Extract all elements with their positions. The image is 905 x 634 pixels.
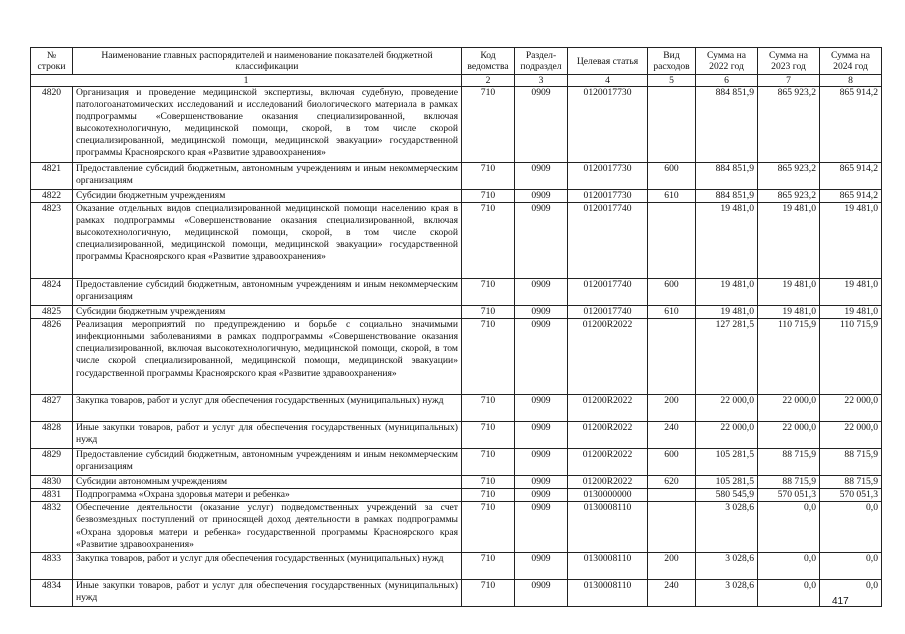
- row-dept-code: 710: [462, 87, 515, 163]
- row-section: 0909: [515, 203, 568, 279]
- row-dept-code: 710: [462, 476, 515, 489]
- row-sum-2024: 570 051,3: [820, 489, 882, 502]
- row-sum-2023: 0,0: [758, 580, 820, 607]
- row-expense-type: [648, 502, 696, 553]
- row-target: 01200R2022: [568, 319, 648, 395]
- row-number: 4822: [31, 190, 73, 203]
- row-expense-type: [648, 489, 696, 502]
- header-sum-2023: Сумма на 2023 год: [758, 48, 820, 75]
- row-target: 0130000000: [568, 489, 648, 502]
- row-section: 0909: [515, 553, 568, 580]
- row-target: 01200R2022: [568, 476, 648, 489]
- row-sum-2023: 110 715,9: [758, 319, 820, 395]
- row-sum-2022: 22 000,0: [696, 395, 758, 422]
- row-name: Реализация мероприятий по предупреждению и борьбе с социально значимыми инфекционными заболеваниями в рамках подпрограммы «Совершенствование оказания специализированной, включая высокотехнологичную, медицинской помощи, скорой, в том числе скорой специализированной, медицинской помощи, медицинской эвакуации» государственной программы Красноярского края «Развитие здравоохранения»: [73, 319, 462, 395]
- header-section: Раздел- подраздел: [515, 48, 568, 75]
- row-dept-code: 710: [462, 306, 515, 319]
- row-name: Иные закупки товаров, работ и услуг для обеспечения государственных (муниципальных) нужд: [73, 422, 462, 449]
- row-expense-type: 240: [648, 422, 696, 449]
- row-target: 0120017740: [568, 279, 648, 306]
- row-sum-2023: 88 715,9: [758, 449, 820, 476]
- row-name: Подпрограмма «Охрана здоровья матери и ребенка»: [73, 489, 462, 502]
- row-sum-2023: 19 481,0: [758, 279, 820, 306]
- column-number-7: 7: [758, 75, 820, 87]
- row-section: 0909: [515, 476, 568, 489]
- row-section: 0909: [515, 502, 568, 553]
- row-name: Закупка товаров, работ и услуг для обеспечения государственных (муниципальных) нужд: [73, 395, 462, 422]
- row-sum-2024: 88 715,9: [820, 449, 882, 476]
- row-sum-2023: 19 481,0: [758, 306, 820, 319]
- row-name: Оказание отдельных видов специализированной медицинской помощи населению края в рамках подпрограммы «Совершенствование оказания специализированной, включая высокотехнологичную, медицинской помощи, скорой, в том числе скорой специализированной, медицинской помощи, медицинской эвакуации» государственной программы Красноярского края «Развитие здравоохранения»: [73, 203, 462, 279]
- row-sum-2022: 105 281,5: [696, 476, 758, 489]
- row-number: 4820: [31, 87, 73, 163]
- row-number: 4824: [31, 279, 73, 306]
- row-sum-2022: 884 851,9: [696, 190, 758, 203]
- row-sum-2024: 110 715,9: [820, 319, 882, 395]
- row-expense-type: 610: [648, 190, 696, 203]
- row-number: 4828: [31, 422, 73, 449]
- header-expense-type: Вид расходов: [648, 48, 696, 75]
- row-sum-2024: 88 715,9: [820, 476, 882, 489]
- row-dept-code: 710: [462, 489, 515, 502]
- header-sum-2024: Сумма на 2024 год: [820, 48, 882, 75]
- row-sum-2022: 22 000,0: [696, 422, 758, 449]
- row-sum-2022: 19 481,0: [696, 279, 758, 306]
- row-dept-code: 710: [462, 395, 515, 422]
- table-row: [31, 163, 882, 190]
- row-sum-2022: 19 481,0: [696, 306, 758, 319]
- row-expense-type: 620: [648, 476, 696, 489]
- row-name: Предоставление субсидий бюджетным, автономным учреждениям и иным некоммерческим организациям: [73, 163, 462, 190]
- row-name: Иные закупки товаров, работ и услуг для обеспечения государственных (муниципальных) нужд: [73, 580, 462, 607]
- row-sum-2023: 865 923,2: [758, 87, 820, 163]
- table-row: [31, 502, 882, 553]
- header-name: Наименование главных распорядителей и наименование показателей бюджетной классификации: [73, 48, 462, 75]
- row-name: Обеспечение деятельности (оказание услуг) подведомственных учреждений за счет безвозмездных поступлений от приносящей доход деятельности в рамках подпрограммы «Охрана здоровья матери и ребенка» государственной программы Красноярского края «Развитие здравоохранения»: [73, 502, 462, 553]
- row-sum-2022: 3 028,6: [696, 502, 758, 553]
- row-sum-2022: 884 851,9: [696, 87, 758, 163]
- row-dept-code: 710: [462, 422, 515, 449]
- row-sum-2024: 865 914,2: [820, 87, 882, 163]
- row-number: 4833: [31, 553, 73, 580]
- header-target: Целевая статья: [568, 48, 648, 75]
- table-row: [31, 319, 882, 395]
- row-target: 0120017730: [568, 87, 648, 163]
- row-section: 0909: [515, 87, 568, 163]
- row-sum-2024: 19 481,0: [820, 306, 882, 319]
- column-number-2: 2: [462, 75, 515, 87]
- row-target: 0120017730: [568, 190, 648, 203]
- row-sum-2024: 22 000,0: [820, 422, 882, 449]
- column-number-4: 4: [568, 75, 648, 87]
- row-dept-code: 710: [462, 279, 515, 306]
- row-section: 0909: [515, 306, 568, 319]
- row-sum-2023: 22 000,0: [758, 395, 820, 422]
- row-target: 01200R2022: [568, 449, 648, 476]
- table-row: [31, 279, 882, 306]
- table-row: [31, 203, 882, 279]
- row-dept-code: 710: [462, 203, 515, 279]
- row-expense-type: 600: [648, 279, 696, 306]
- row-sum-2022: 3 028,6: [696, 553, 758, 580]
- row-name: Субсидии бюджетным учреждениям: [73, 306, 462, 319]
- column-number-1: 1: [31, 75, 462, 87]
- row-dept-code: 710: [462, 449, 515, 476]
- row-name: Предоставление субсидий бюджетным, автономным учреждениям и иным некоммерческим организациям: [73, 279, 462, 306]
- row-sum-2022: 105 281,5: [696, 449, 758, 476]
- table-row: [31, 395, 882, 422]
- budget-table: [30, 47, 882, 607]
- row-sum-2023: 865 923,2: [758, 190, 820, 203]
- row-dept-code: 710: [462, 580, 515, 607]
- page-number: 417: [832, 596, 849, 607]
- row-expense-type: 200: [648, 553, 696, 580]
- row-sum-2022: 884 851,9: [696, 163, 758, 190]
- row-section: 0909: [515, 190, 568, 203]
- row-expense-type: [648, 87, 696, 163]
- header-dept-code: Код ведомства: [462, 48, 515, 75]
- row-section: 0909: [515, 163, 568, 190]
- table-row: [31, 553, 882, 580]
- row-target: 0130008110: [568, 553, 648, 580]
- row-dept-code: 710: [462, 553, 515, 580]
- row-sum-2023: 865 923,2: [758, 163, 820, 190]
- row-dept-code: 710: [462, 190, 515, 203]
- row-sum-2023: 0,0: [758, 553, 820, 580]
- header-row-number: № строки: [31, 48, 73, 75]
- row-sum-2023: 22 000,0: [758, 422, 820, 449]
- row-dept-code: 710: [462, 319, 515, 395]
- row-sum-2024: 865 914,2: [820, 163, 882, 190]
- table-row: [31, 489, 882, 502]
- row-sum-2024: 22 000,0: [820, 395, 882, 422]
- row-name: Субсидии автономным учреждениям: [73, 476, 462, 489]
- row-number: 4831: [31, 489, 73, 502]
- row-name: Организация и проведение медицинской экспертизы, включая судебную, проведение патологоанатомических исследований и исследований биологического материала в рамках подпрограммы «Совершенствование оказания специализированной, включая высокотехнологичную, медицинской помощи, скорой, в том числе скорой специализированной, медицинской помощи, медицинской эвакуации» государственной программы Красноярского края «Развитие здравоохранения»: [73, 87, 462, 163]
- row-sum-2022: 580 545,9: [696, 489, 758, 502]
- row-name: Закупка товаров, работ и услуг для обеспечения государственных (муниципальных) нужд: [73, 553, 462, 580]
- table-row: [31, 306, 882, 319]
- row-sum-2024: 0,0: [820, 580, 882, 607]
- row-sum-2024: 0,0: [820, 553, 882, 580]
- row-number: 4825: [31, 306, 73, 319]
- column-number-6: 6: [696, 75, 758, 87]
- column-number-8: 8: [820, 75, 882, 87]
- table-row: [31, 580, 882, 607]
- row-target: 0120017740: [568, 306, 648, 319]
- row-section: 0909: [515, 319, 568, 395]
- row-sum-2024: 19 481,0: [820, 279, 882, 306]
- row-target: 01200R2022: [568, 422, 648, 449]
- row-target: 0120017730: [568, 163, 648, 190]
- row-section: 0909: [515, 279, 568, 306]
- row-expense-type: 200: [648, 395, 696, 422]
- row-sum-2023: 570 051,3: [758, 489, 820, 502]
- row-number: 4829: [31, 449, 73, 476]
- row-target: 0120017740: [568, 203, 648, 279]
- row-section: 0909: [515, 489, 568, 502]
- row-sum-2022: 19 481,0: [696, 203, 758, 279]
- row-target: 0130008110: [568, 502, 648, 553]
- row-expense-type: [648, 203, 696, 279]
- row-target: 0130008110: [568, 580, 648, 607]
- row-target: 01200R2022: [568, 395, 648, 422]
- row-number: 4823: [31, 203, 73, 279]
- row-sum-2022: 127 281,5: [696, 319, 758, 395]
- row-expense-type: [648, 319, 696, 395]
- row-sum-2023: 19 481,0: [758, 203, 820, 279]
- row-sum-2024: 865 914,2: [820, 190, 882, 203]
- row-section: 0909: [515, 449, 568, 476]
- row-expense-type: 240: [648, 580, 696, 607]
- row-number: 4821: [31, 163, 73, 190]
- row-section: 0909: [515, 580, 568, 607]
- row-name: Предоставление субсидий бюджетным, автономным учреждениям и иным некоммерческим организациям: [73, 449, 462, 476]
- table-row: [31, 87, 882, 163]
- column-number-3: 3: [515, 75, 568, 87]
- row-expense-type: 610: [648, 306, 696, 319]
- row-sum-2024: 0,0: [820, 502, 882, 553]
- row-number: 4827: [31, 395, 73, 422]
- row-section: 0909: [515, 422, 568, 449]
- row-expense-type: 600: [648, 163, 696, 190]
- row-sum-2022: 3 028,6: [696, 580, 758, 607]
- row-number: 4830: [31, 476, 73, 489]
- row-dept-code: 710: [462, 163, 515, 190]
- row-number: 4832: [31, 502, 73, 553]
- table-row: [31, 449, 882, 476]
- row-sum-2023: 88 715,9: [758, 476, 820, 489]
- table-row: [31, 476, 882, 489]
- table-row: [31, 190, 882, 203]
- row-section: 0909: [515, 395, 568, 422]
- row-name: Субсидии бюджетным учреждениям: [73, 190, 462, 203]
- row-sum-2024: 19 481,0: [820, 203, 882, 279]
- row-number: 4826: [31, 319, 73, 395]
- row-sum-2023: 0,0: [758, 502, 820, 553]
- column-number-5: 5: [648, 75, 696, 87]
- table-row: [31, 422, 882, 449]
- row-expense-type: 600: [648, 449, 696, 476]
- header-sum-2022: Сумма на 2022 год: [696, 48, 758, 75]
- row-dept-code: 710: [462, 502, 515, 553]
- row-number: 4834: [31, 580, 73, 607]
